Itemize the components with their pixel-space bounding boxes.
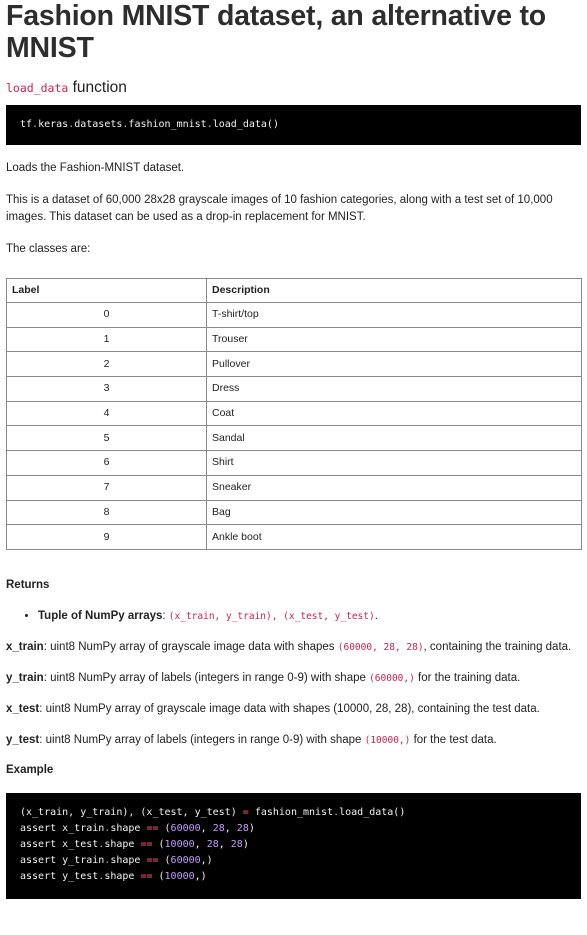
returns-code: (x_train, y_train), (x_test, y_test) xyxy=(168,610,375,622)
table-row xyxy=(7,303,582,328)
classes-intro: The classes are: xyxy=(6,243,91,255)
field-x-train: x_train: uint8 NumPy array of grayscale image data with shapes (60000, 28, 28), containing the training data. xyxy=(6,640,572,653)
example-heading: Example xyxy=(6,763,54,776)
table-header-row xyxy=(7,279,582,303)
row-label: 8 xyxy=(7,500,207,525)
signature-code: tf.keras.datasets.fashion_mnist.load_data() xyxy=(6,105,581,145)
row-description: Bag xyxy=(207,500,582,525)
table-row xyxy=(7,525,582,550)
row-description: Trouser xyxy=(207,327,582,352)
row-description: Sandal xyxy=(207,426,582,451)
page-title: Fashion MNIST dataset, an alternative to MNIST xyxy=(6,0,546,64)
returns-list xyxy=(6,608,581,625)
example-code xyxy=(6,793,581,899)
row-description: Shirt xyxy=(207,451,582,476)
table-row xyxy=(7,327,582,352)
field-y-test: y_test: uint8 NumPy array of labels (integers in range 0-9) with shape (10000,) for the test data. xyxy=(6,733,497,746)
row-label: 6 xyxy=(7,451,207,476)
description-text: This is a dataset of 60,000 28x28 grayscale images of 10 fashion categories, along with a test set of 10,000 images. This dataset can be used as a drop-in replacement for MNIST. xyxy=(6,194,553,223)
table-row xyxy=(7,401,582,426)
row-description: Pullover xyxy=(207,352,582,377)
function-name: load_data xyxy=(6,81,69,95)
code-line: assert y_test.shape == (10000,) xyxy=(20,870,207,882)
row-description: Dress xyxy=(207,377,582,402)
row-label: 5 xyxy=(7,426,207,451)
table-row xyxy=(7,426,582,451)
row-label: 2 xyxy=(7,352,207,377)
table-row xyxy=(7,475,582,500)
table-row xyxy=(7,352,582,377)
row-label: 3 xyxy=(7,377,207,402)
section-heading xyxy=(6,78,581,98)
row-description: Coat xyxy=(207,401,582,426)
field-y-train: y_train: uint8 NumPy array of labels (integers in range 0-9) with shape (60000,) for the training data. xyxy=(6,671,521,684)
table-row xyxy=(7,500,582,525)
classes-table xyxy=(6,278,582,550)
row-label: 1 xyxy=(7,327,207,352)
header-description: Description xyxy=(207,279,582,303)
table-row xyxy=(7,377,582,402)
code-line: assert y_train.shape == (60000,) xyxy=(20,854,213,866)
function-word: function xyxy=(72,79,127,96)
row-label: 4 xyxy=(7,401,207,426)
returns-heading: Returns xyxy=(6,578,50,591)
intro-text: Loads the Fashion-MNIST dataset. xyxy=(6,162,185,174)
list-item: • Tuple of NumPy arrays: (x_train, y_train), (x_test, y_test). xyxy=(38,608,581,625)
row-label: 0 xyxy=(7,303,207,328)
row-label: 7 xyxy=(7,475,207,500)
row-description: T-shirt/top xyxy=(207,303,582,328)
row-description: Ankle boot xyxy=(207,525,582,550)
header-label: Label xyxy=(7,279,207,303)
code-line: (x_train, y_train), (x_test, y_test) = fashion_mnist.load_data() xyxy=(20,806,406,818)
code-line: assert x_test.shape == (10000, 28, 28) xyxy=(20,838,249,850)
field-x-test: x_test: uint8 NumPy array of grayscale image data with shapes (10000, 28, 28), containing the test data. xyxy=(6,702,540,715)
returns-type: Tuple of NumPy arrays xyxy=(38,609,163,622)
code-line: assert x_train.shape == (60000, 28, 28) xyxy=(20,822,255,834)
row-description: Sneaker xyxy=(207,475,582,500)
row-label: 9 xyxy=(7,525,207,550)
table-row xyxy=(7,451,582,476)
